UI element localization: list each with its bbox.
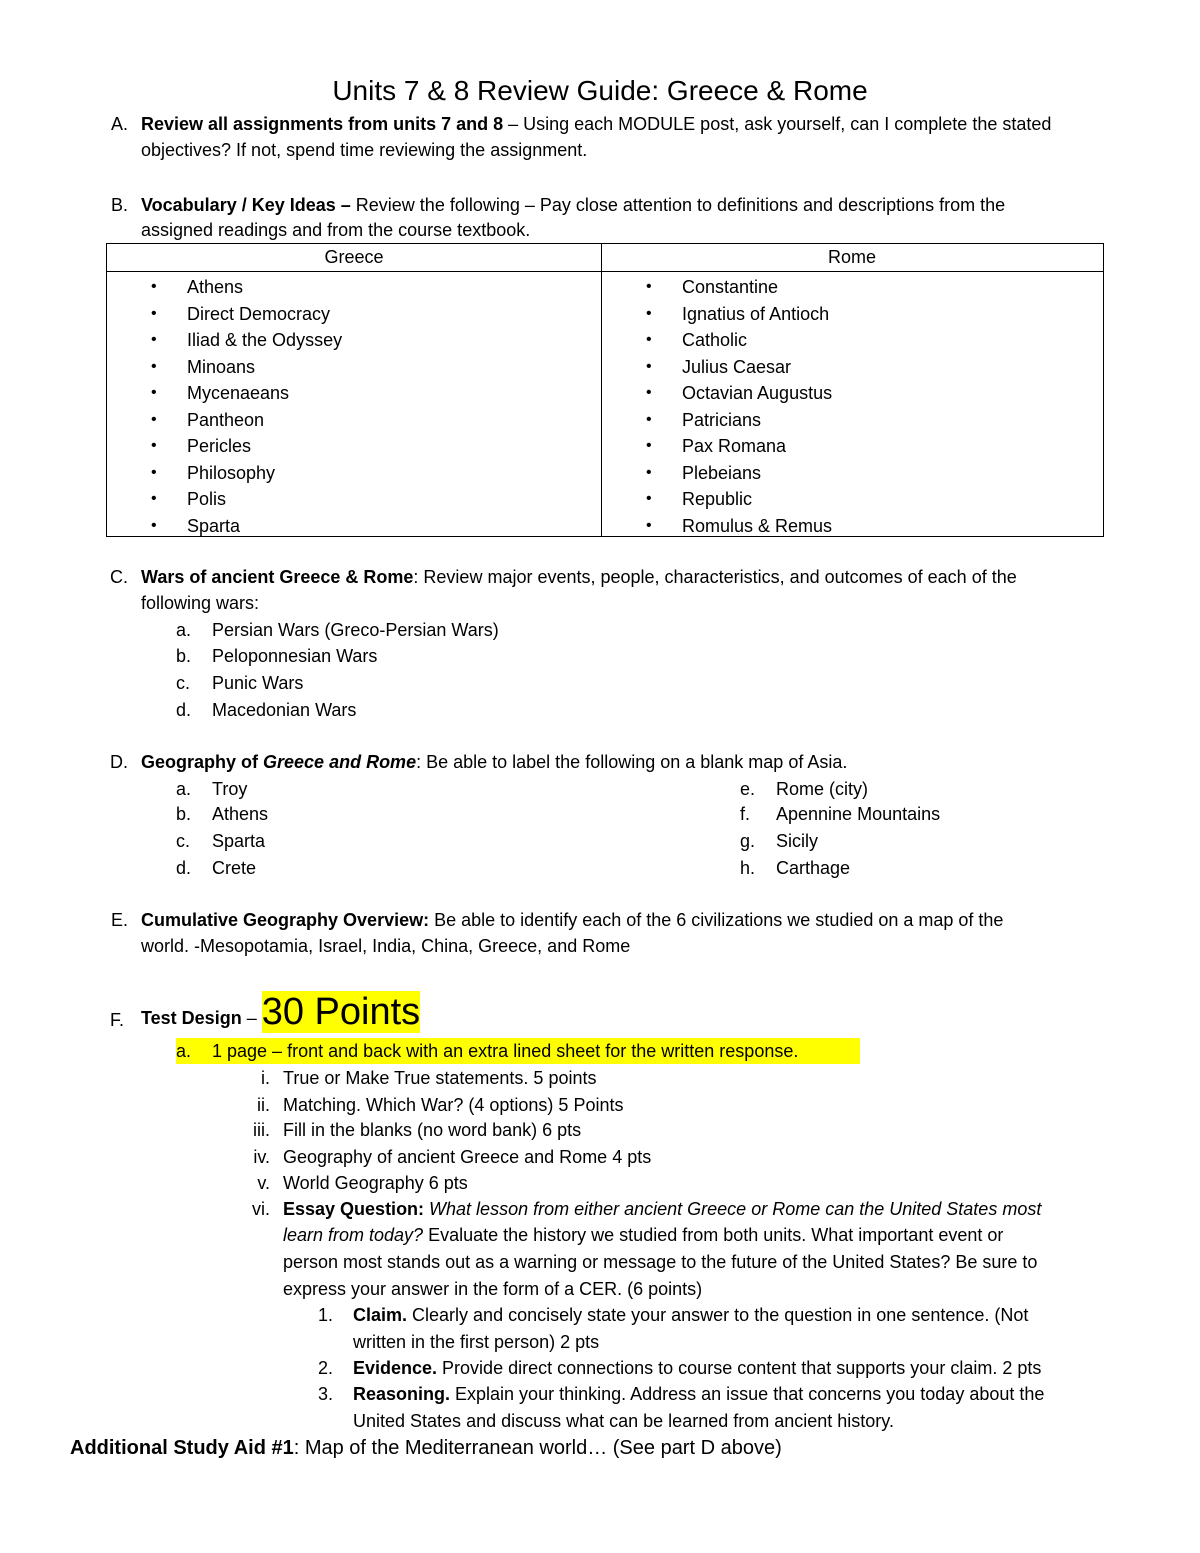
essay-question-label: Essay Question: [283, 1199, 425, 1219]
section-c-line-2: following wars: [141, 593, 260, 613]
table-header-divider [107, 271, 1103, 272]
geography-item: Sicily [776, 831, 819, 851]
section-a-line-2: objectives? If not, spend time reviewing the assignment. [141, 140, 588, 160]
rome-term [602, 433, 832, 460]
section-d-heading: Geography of [141, 752, 264, 772]
greece-term [107, 433, 342, 460]
section-c-text-1: : Review major events, people, characteristics, and outcomes of each of the [413, 567, 1017, 587]
essay-question-text-1: What lesson from either ancient Greece or Rome can the United States most [424, 1199, 1042, 1219]
test-item: Matching. Which War? (4 options) 5 Points [283, 1095, 624, 1115]
section-f-line-1 [141, 990, 420, 1040]
greece-term-label: Iliad & the Odyssey [187, 330, 343, 350]
bullet-icon: • [151, 463, 157, 481]
rome-term-label: Romulus & Remus [682, 515, 833, 536]
table-header-greece: Greece [324, 247, 384, 267]
section-b-text-1: Review the following – Pay close attention to definitions and descriptions from the [350, 195, 1006, 215]
geography-item: Crete [212, 858, 257, 878]
greece-term [107, 327, 342, 354]
greece-term-label: Pantheon [187, 409, 265, 430]
rome-term [602, 354, 832, 381]
bullet-icon: • [646, 331, 652, 348]
section-b-marker: B. [110, 195, 128, 215]
test-item: Fill in the blanks (no word bank) 6 pts [283, 1120, 582, 1140]
study-aid-heading: Additional Study Aid #1 [70, 1437, 294, 1459]
rome-term [602, 327, 832, 354]
greece-term [107, 274, 342, 301]
geography-item-marker: b. [176, 804, 192, 824]
test-item-marker: iv. [253, 1147, 270, 1167]
bullet-icon: • [151, 437, 157, 454]
section-a-line-1 [141, 111, 1051, 137]
greece-term-label: Mycenaeans [187, 383, 290, 403]
bullet-icon: • [151, 357, 157, 375]
geography-item-marker: e. [740, 779, 756, 799]
rome-term [602, 274, 832, 301]
rome-term-label: Patricians [682, 409, 762, 430]
greece-term-label: Athens [187, 277, 244, 297]
greece-term-label: Philosophy [187, 462, 276, 483]
greece-term [107, 513, 342, 540]
essay-line-2 [283, 1222, 1003, 1248]
points-highlight: 30 Points [261, 991, 421, 1033]
essay-line-1 [283, 1196, 1041, 1222]
bullet-icon: • [646, 357, 652, 375]
war-item-marker: d. [176, 700, 192, 720]
essay-line-4: express your answer in the form of a CER. (6 points) [283, 1279, 703, 1299]
section-b-heading: Vocabulary / Key Ideas – [141, 195, 351, 215]
test-design-item-a [176, 1038, 860, 1064]
rome-term-label: Catholic [682, 330, 748, 350]
rome-term-list [602, 274, 832, 539]
greece-term [107, 380, 342, 407]
test-item-marker: iii. [253, 1120, 270, 1140]
rome-term [602, 460, 832, 487]
geography-item-marker: a. [176, 779, 192, 799]
item-a-text: 1 page – front and back with an extra lined sheet for the written response. [212, 1041, 799, 1061]
geography-item: Troy [212, 779, 248, 799]
section-a-marker: A. [110, 114, 128, 134]
item-vi-marker: vi. [252, 1199, 270, 1219]
page-title: Units 7 & 8 Review Guide: Greece & Rome [332, 75, 868, 106]
test-item-marker: ii. [257, 1095, 270, 1115]
section-d-heading-italic: Greece and Rome [263, 752, 417, 772]
cer-item-label: Evidence. [353, 1358, 438, 1378]
section-e-line-1 [141, 907, 1003, 933]
section-c-heading: Wars of ancient Greece & Rome [141, 567, 414, 587]
essay-question-text-2: learn from today? [283, 1225, 424, 1245]
rome-term [602, 407, 832, 434]
section-e-line-2: world. -Mesopotamia, Israel, India, China, Greece, and Rome [141, 936, 631, 956]
section-b-line-2: assigned readings and from the course textbook. [141, 220, 531, 240]
cer-item-line-1 [353, 1302, 1028, 1328]
bullet-icon: • [646, 304, 652, 322]
rome-term-label: Pax Romana [682, 436, 787, 456]
war-item-marker: a. [176, 620, 192, 640]
section-f-marker: F. [109, 1010, 124, 1030]
study-aid-line [70, 1434, 782, 1462]
item-a-marker: a. [176, 1041, 192, 1061]
section-a-text-1: – Using each MODULE post, ask yourself, can I complete the stated [503, 114, 1052, 134]
geography-item-marker: g. [740, 831, 756, 851]
bullet-icon: • [646, 384, 652, 401]
test-item-marker: i. [261, 1068, 270, 1088]
cer-item-label: Reasoning. [353, 1384, 451, 1404]
cer-item-marker: 1. [318, 1305, 334, 1325]
section-e-marker: E. [110, 910, 128, 930]
section-e-heading: Cumulative Geography Overview: [141, 910, 430, 930]
rome-term-label: Julius Caesar [682, 356, 792, 377]
bullet-icon: • [151, 490, 157, 507]
greece-term-label: Direct Democracy [187, 303, 331, 324]
geography-item: Athens [212, 804, 269, 824]
rome-term [602, 301, 832, 328]
essay-line-3: person most stands out as a warning or message to the future of the United States? Be sure to [283, 1252, 1038, 1272]
bullet-icon: • [151, 331, 157, 348]
war-item: Punic Wars [212, 673, 304, 693]
rome-term [602, 380, 832, 407]
section-f-dash: – [241, 1008, 262, 1028]
bullet-icon: • [646, 490, 652, 507]
greece-term-list [107, 274, 342, 539]
test-item-marker: v. [257, 1173, 270, 1193]
cer-item-label: Claim. [353, 1305, 408, 1325]
cer-item-line-1 [353, 1355, 1041, 1381]
war-item: Persian Wars (Greco-Persian Wars) [212, 620, 499, 640]
bullet-icon: • [151, 304, 157, 322]
cer-item-text: Provide direct connections to course content that supports your claim. 2 pts [437, 1358, 1042, 1378]
rome-term-label: Ignatius of Antioch [682, 303, 830, 324]
war-item-marker: c. [176, 673, 191, 693]
cer-item-marker: 2. [318, 1358, 334, 1378]
study-aid-text: : Map of the Mediterranean world… (See part D above) [293, 1437, 782, 1459]
section-e-text-1: Be able to identify each of the 6 civilizations we studied on a map of the [429, 910, 1004, 930]
bullet-icon: • [646, 463, 652, 481]
greece-term [107, 460, 342, 487]
greece-term-label: Polis [187, 489, 227, 509]
test-item: World Geography 6 pts [283, 1173, 468, 1193]
greece-term [107, 301, 342, 328]
test-item: Geography of ancient Greece and Rome 4 pts [283, 1147, 652, 1167]
war-item: Peloponnesian Wars [212, 646, 378, 666]
section-f-heading: Test Design [141, 1008, 242, 1028]
geography-item: Carthage [776, 858, 851, 878]
greece-term [107, 407, 342, 434]
greece-term-label: Minoans [187, 356, 256, 377]
bullet-icon: • [151, 278, 157, 295]
section-d-text: : Be able to label the following on a blank map of Asia. [416, 752, 848, 772]
section-d-line-1 [141, 749, 847, 775]
cer-item-marker: 3. [318, 1384, 334, 1404]
rome-term [602, 486, 832, 513]
bullet-icon: • [151, 516, 157, 534]
geography-item: Sparta [212, 831, 266, 851]
bullet-icon: • [646, 516, 652, 534]
greece-term [107, 486, 342, 513]
cer-item-line-2: United States and discuss what can be learned from ancient history. [353, 1411, 894, 1431]
greece-term [107, 354, 342, 381]
essay-text-2: Evaluate the history we studied from both units. What important event or [423, 1225, 1004, 1245]
section-b-line-1 [141, 192, 1005, 218]
rome-term [602, 513, 832, 540]
geography-item: Rome (city) [776, 779, 869, 799]
bullet-icon: • [646, 278, 652, 295]
geography-item-marker: f. [740, 804, 751, 824]
section-d-marker: D. [110, 752, 128, 772]
greece-term-label: Sparta [187, 515, 241, 536]
bullet-icon: • [151, 410, 157, 428]
bullet-icon: • [151, 384, 157, 401]
cer-item-line-1 [353, 1381, 1044, 1407]
section-c-marker: C. [110, 567, 128, 587]
rome-term-label: Plebeians [682, 462, 762, 483]
bullet-icon: • [646, 410, 652, 428]
rome-term-label: Octavian Augustus [682, 383, 833, 403]
war-item: Macedonian Wars [212, 700, 357, 720]
vocabulary-table [106, 243, 1104, 537]
test-item: True or Make True statements. 5 points [283, 1068, 597, 1088]
bullet-icon: • [646, 437, 652, 454]
geography-item-marker: c. [176, 831, 191, 851]
cer-item-text: Clearly and concisely state your answer to the question in one sentence. (Not [407, 1305, 1029, 1325]
geography-item-marker: d. [176, 858, 192, 878]
table-header-rome: Rome [827, 247, 876, 267]
section-c-line-1 [141, 564, 1017, 590]
geography-item: Apennine Mountains [776, 804, 941, 824]
cer-item-text: Explain your thinking. Address an issue that concerns you today about the [450, 1384, 1045, 1404]
rome-term-label: Constantine [682, 277, 779, 297]
greece-term-label: Pericles [187, 436, 252, 456]
cer-item-line-2: written in the first person) 2 pts [353, 1332, 600, 1352]
war-item-marker: b. [176, 646, 192, 666]
geography-item-marker: h. [740, 858, 756, 878]
section-a-heading: Review all assignments from units 7 and 8 [141, 114, 504, 134]
rome-term-label: Republic [682, 489, 753, 509]
